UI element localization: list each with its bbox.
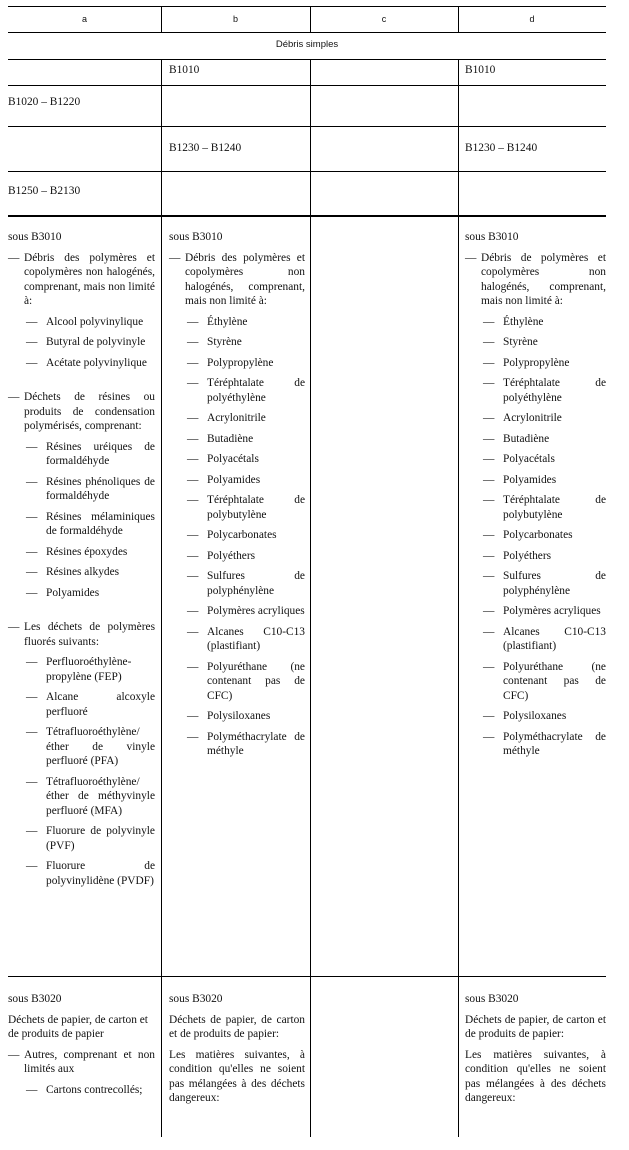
col-header-c: c	[381, 14, 387, 24]
list-item: — Polyacétals	[465, 452, 606, 467]
b3010-b-title: — Débris des polymères et copolymères non halogénés, comprenant, mais non limité à:	[169, 251, 305, 309]
list-item: — Téréphtalate de polybutylène	[465, 493, 606, 522]
list-item: — Polymères acryliques	[465, 604, 606, 619]
list-item: — Polyamides	[8, 586, 155, 601]
list-item: — Polyméthacrylate de méthyle	[169, 730, 305, 759]
b3010-a-group3-title: — Les déchets de polymères fluorés suivants:	[8, 620, 155, 649]
list-item: — Styrène	[169, 335, 305, 350]
b3020-b-text: Déchets de papier, de carton et de produits de papier:	[169, 1013, 305, 1040]
list-item: — Polycarbonates	[169, 528, 305, 543]
list-item: — Polyacétals	[169, 452, 305, 467]
rule-top	[8, 6, 606, 7]
b3010-b-heading: sous B3010	[169, 231, 223, 243]
b3010-d-title: — Débris de polymères et copolymères non halogénés, comprenant, mais non limité à:	[465, 251, 606, 309]
rule-r4	[8, 215, 606, 217]
list-item: — Résines mélaminiques de formaldéhyde	[8, 510, 155, 539]
list-item: — Polycarbonates	[465, 528, 606, 543]
list-item: — Sulfures de polyphénylène	[169, 569, 305, 598]
b3020-a-text: Déchets de papier, de carton et de produits de papier	[8, 1013, 148, 1040]
rule-b3010	[8, 976, 606, 977]
col-header-a: a	[81, 14, 87, 24]
list-item: — Éthylène	[169, 315, 305, 330]
b3020-a-heading: sous B3020	[8, 993, 62, 1005]
rule-section	[8, 59, 606, 60]
col-rule-1	[161, 59, 162, 1137]
list-item: — Alcool polyvinylique	[8, 315, 155, 330]
code-r4-a: B1250 – B2130	[8, 185, 81, 197]
list-item: — Acrylonitrile	[465, 411, 606, 426]
code-r3-b: B1230 – B1240	[169, 142, 242, 154]
list-item: — Résines époxydes	[8, 545, 155, 560]
list-item: — Résines uréiques de formaldéhyde	[8, 440, 155, 469]
list-item: — Butadiène	[465, 432, 606, 447]
b3010-a-group1-title: — Débris des polymères et copolymères non halogénés, comprenant, mais non limité à:	[8, 251, 155, 309]
rule-r2	[8, 126, 606, 127]
col-rule-3	[458, 59, 459, 1137]
list-item: — Polyuréthane (ne contenant pas de CFC)	[169, 660, 305, 704]
list-item: — Téréphtalate de polyéthylène	[465, 376, 606, 405]
list-item: — Résines phénoliques de formaldéhyde	[8, 475, 155, 504]
code-r2-a: B1020 – B1220	[8, 96, 81, 108]
list-item: — Téréphtalate de polyéthylène	[169, 376, 305, 405]
list-item: — Polymères acryliques	[169, 604, 305, 619]
b3010-d-heading: sous B3010	[465, 231, 519, 243]
b3020-col-b	[169, 992, 305, 1112]
list-item: — Éthylène	[465, 315, 606, 330]
b3020-col-d	[465, 992, 606, 1112]
b3010-col-a	[8, 230, 155, 894]
list-item: — Acétate polyvinylique	[8, 356, 155, 371]
rule-header	[8, 32, 606, 33]
code-r3-d: B1230 – B1240	[465, 142, 538, 154]
b3020-d-text: Déchets de papier, de carton et de produits de papier:	[465, 1013, 606, 1040]
list-item: — Polyéthers	[169, 549, 305, 564]
b3010-a-heading: sous B3010	[8, 231, 62, 243]
b3010-col-b	[169, 230, 305, 765]
b3020-a-item1: — Autres, comprenant et non limités aux	[8, 1048, 155, 1077]
section-title: Débris simples	[275, 39, 339, 50]
b3020-a-item2: — Cartons contrecollés;	[8, 1083, 155, 1098]
list-item: — Polypropylène	[169, 356, 305, 371]
list-item: — Polyamides	[169, 473, 305, 488]
col-header-d: d	[529, 14, 535, 24]
list-item: — Perfluoroéthylène-propylène (FEP)	[8, 655, 155, 684]
list-item: — Sulfures de polyphénylène	[465, 569, 606, 598]
list-item: — Résines alkydes	[8, 565, 155, 580]
list-item: — Alcane alcoxyle perfluoré	[8, 690, 155, 719]
list-item: — Alcanes C10-C13 (plastifiant)	[169, 625, 305, 654]
list-item: — Butadiène	[169, 432, 305, 447]
list-item: — Téréphtalate de polybutylène	[169, 493, 305, 522]
list-item: — Tétrafluoroéthylène/éther de méthyvinyle perfluoré (MFA)	[8, 775, 155, 819]
list-item: — Tétrafluoroéthylène/éther de vinyle perfluoré (PFA)	[8, 725, 155, 769]
b3010-a-group2-title: — Déchets de résines ou produits de condensation polymérisés, comprenant:	[8, 390, 155, 434]
list-item: — Butyral de polyvinyle	[8, 335, 155, 350]
b3020-col-a	[8, 992, 155, 1103]
rule-r3	[8, 171, 606, 172]
list-item: — Polyméthacrylate de méthyle	[465, 730, 606, 759]
b3020-b-heading: sous B3020	[169, 993, 223, 1005]
list-item: — Styrène	[465, 335, 606, 350]
col-rule-2	[310, 59, 311, 1137]
code-r1-d: B1010	[465, 64, 496, 76]
list-item: — Polysiloxanes	[465, 709, 606, 724]
list-item: — Alcanes C10-C13 (plastifiant)	[465, 625, 606, 654]
b3020-d-heading: sous B3020	[465, 993, 519, 1005]
list-item: — Acrylonitrile	[169, 411, 305, 426]
code-r1-b: B1010	[169, 64, 200, 76]
list-item: — Polysiloxanes	[169, 709, 305, 724]
list-item: — Polyamides	[465, 473, 606, 488]
list-item: — Fluorure de polyvinyle (PVF)	[8, 824, 155, 853]
col-header-b: b	[232, 14, 238, 24]
b3020-d-text2: Les matières suivantes, à condition qu'elles ne soient pas mélangées à des déchets dangereux:	[465, 1048, 606, 1104]
list-item: — Fluorure de polyvinylidène (PVDF)	[8, 859, 155, 888]
b3010-col-d	[465, 230, 606, 765]
b3020-b-text2: Les matières suivantes, à condition qu'elles ne soient pas mélangées à des déchets dangereux:	[169, 1048, 305, 1104]
list-item: — Polypropylène	[465, 356, 606, 371]
list-item: — Polyéthers	[465, 549, 606, 564]
rule-r1	[8, 85, 606, 86]
list-item: — Polyuréthane (ne contenant pas de CFC)	[465, 660, 606, 704]
